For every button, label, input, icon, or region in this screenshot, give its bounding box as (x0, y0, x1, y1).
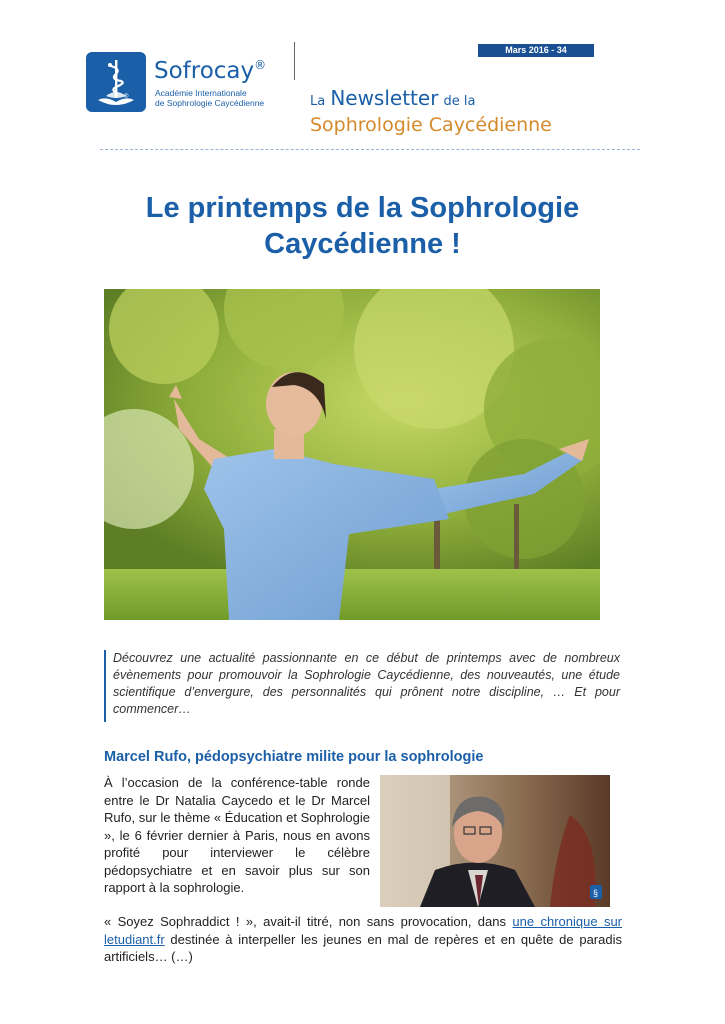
section-heading: Marcel Rufo, pédopsychiatre milite pour la sophrologie (104, 749, 484, 765)
logo-registered: ® (254, 58, 267, 72)
newsletter-subtitle: Sophrologie Caycédienne (310, 114, 552, 136)
newsletter-word: Newsletter (330, 86, 439, 110)
section-paragraph-2 (104, 913, 622, 966)
logo-subtitle-line2: de Sophrologie Caycédienne (155, 98, 265, 108)
paragraph2-text-after: destinée à interpeller les jeunes en mal de repères et en quête de paradis artificiels… (…) (104, 931, 622, 964)
marcel-rufo-photo (380, 775, 610, 907)
hero-image (104, 289, 600, 620)
article-title (100, 190, 625, 262)
intro-accent-bar (104, 650, 106, 722)
logo-name: Sofrocay® (154, 58, 267, 84)
logo-subtitle-line1: Académie Internationale (155, 88, 247, 98)
newsletter-prefix: La (310, 94, 326, 109)
article-title-line1: Le printemps de la Sophrologie (145, 192, 580, 224)
article-title-line2: Caycédienne ! (264, 228, 461, 260)
section-paragraph-1: À l’occasion de la conférence-table ronde entre le Dr Natalia Caycedo et le Dr Marcel Rufo, sur le thème « Éducation et Sophrologie », le 6 février dernier à Paris, nous en avons profité pour interviewer le célèbre pédopsychiatre et en savoir plus sur son rapport à la sophrologie. (104, 775, 370, 895)
sofrocay-logo-icon (86, 52, 146, 112)
svg-text:®: ® (124, 94, 129, 100)
paragraph2-text-before: « Soyez Sophraddict ! », avait-il titré, non sans provocation, dans (104, 914, 513, 929)
svg-text:§: § (593, 888, 599, 898)
newsletter-suffix: de la (443, 94, 476, 109)
newsletter-title (310, 86, 476, 110)
issue-badge: Mars 2016 - 34 (478, 44, 594, 57)
logo-subtitle (155, 88, 264, 108)
chronique-link[interactable]: une chronique sur letudiant.fr (104, 914, 622, 947)
header-divider (294, 42, 295, 80)
header-separator (100, 149, 640, 150)
intro-text: Découvrez une actualité passionnante en ce début de printemps avec de nombreux évènements pour promouvoir la Sophrologie Caycédienne, des nouveautés, une étude scientifique d’envergure, des personnalités qui prônent notre discipline, … Et pour commencer… (113, 651, 620, 716)
